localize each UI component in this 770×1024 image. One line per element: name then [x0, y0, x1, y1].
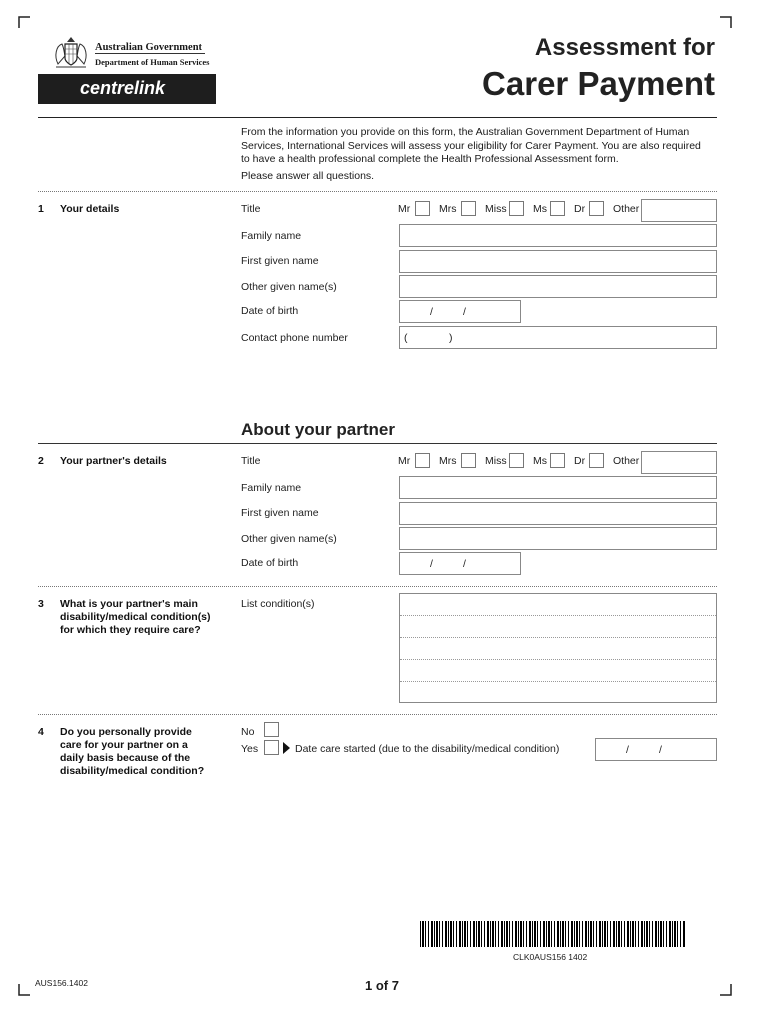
section-divider [38, 586, 717, 587]
partner-family-name-input[interactable] [399, 476, 717, 499]
section-heading-rule [38, 443, 717, 444]
header-rule [38, 117, 717, 118]
other-given-names-input[interactable] [399, 275, 717, 298]
brand-banner [38, 74, 216, 104]
crop-mark-bottom-right [720, 984, 732, 996]
phone-paren-close: ) [449, 332, 453, 344]
date-care-started-label: Date care started (due to the disability/medical condition) [295, 743, 560, 755]
partner-title-option-dr: Dr [574, 455, 586, 467]
title-option-mr: Mr [398, 203, 411, 215]
form-title-line1: Assessment for [534, 34, 715, 61]
family-name-label: Family name [241, 230, 302, 242]
partner-title-checkbox-ms[interactable] [550, 453, 565, 468]
intro-text [241, 126, 701, 183]
date-of-birth-input[interactable] [399, 300, 521, 323]
date-care-started-input[interactable] [595, 738, 717, 761]
partner-title-checkbox-miss[interactable] [509, 453, 524, 468]
form-code: AUS156.1402 [35, 978, 88, 988]
partner-title-checkbox-mr[interactable] [415, 453, 430, 468]
title-checkbox-ms[interactable] [550, 201, 565, 216]
conditions-input[interactable] [399, 593, 717, 703]
question-line: for which they require care? [60, 624, 201, 636]
coat-of-arms-icon [50, 36, 92, 70]
title-option-miss: Miss [485, 203, 507, 215]
question-line: disability/medical condition? [60, 765, 205, 777]
date-separator: / [626, 744, 629, 756]
question-line: What is your partner's main [60, 598, 198, 610]
partner-first-given-name-label: First given name [241, 507, 319, 519]
question-number: 3 [38, 598, 44, 610]
intro-line: to have a health professional complete the Health Professional Assessment form. [241, 153, 619, 165]
title-option-mrs: Mrs [439, 203, 457, 215]
family-name-input[interactable] [399, 224, 717, 247]
question-line: care for your partner on a [60, 739, 188, 751]
partner-family-name-label: Family name [241, 482, 302, 494]
phone-paren-open: ( [404, 332, 408, 344]
question-line: daily basis because of the [60, 752, 191, 764]
title-checkbox-mrs[interactable] [461, 201, 476, 216]
question-text: Your partner's details [60, 455, 167, 467]
conditions-line [400, 681, 716, 682]
question-text: Your details [60, 203, 120, 215]
header-divider [95, 53, 205, 54]
question-number: 1 [38, 203, 44, 215]
title-option-dr: Dr [574, 203, 586, 215]
intro-line: Services, International Services will assess your eligibility for Carer Payment. You are also required [241, 139, 701, 152]
title-option-ms: Ms [533, 203, 547, 215]
first-given-name-label: First given name [241, 255, 319, 267]
list-conditions-label: List condition(s) [241, 598, 315, 610]
question-text [60, 598, 211, 637]
partner-other-given-names-input[interactable] [399, 527, 717, 550]
partner-title-option-miss: Miss [485, 455, 507, 467]
contact-phone-input[interactable] [399, 326, 717, 349]
date-separator: / [659, 744, 662, 756]
date-separator: / [463, 306, 466, 318]
section-divider [38, 714, 717, 715]
section-heading: About your partner [241, 420, 395, 439]
partner-title-label: Title [241, 455, 261, 467]
barcode-bars [420, 921, 686, 947]
department-name: Department of Human Services [95, 57, 210, 67]
yes-checkbox[interactable] [264, 740, 279, 755]
first-given-name-input[interactable] [399, 250, 717, 273]
date-separator: / [430, 558, 433, 570]
partner-first-given-name-input[interactable] [399, 502, 717, 525]
date-separator: / [463, 558, 466, 570]
yes-label: Yes [241, 743, 259, 755]
other-given-names-label: Other given name(s) [241, 281, 337, 293]
partner-title-checkbox-dr[interactable] [589, 453, 604, 468]
arrow-right-icon [282, 742, 291, 754]
intro-line: Please answer all questions. [241, 169, 375, 182]
conditions-line [400, 637, 716, 638]
question-line: Do you personally provide [60, 726, 192, 738]
date-separator: / [430, 306, 433, 318]
no-checkbox[interactable] [264, 722, 279, 737]
crop-mark-top-left [18, 16, 30, 28]
title-label: Title [241, 203, 261, 215]
form-title-line2: Carer Payment [482, 65, 715, 102]
section-divider [38, 191, 717, 192]
partner-title-option-other: Other [613, 455, 640, 467]
question-number: 2 [38, 455, 44, 467]
question-number: 4 [38, 726, 44, 738]
no-label: No [241, 726, 255, 738]
partner-date-of-birth-label: Date of birth [241, 557, 299, 569]
partner-title-option-ms: Ms [533, 455, 547, 467]
intro-line: From the information you provide on this form, the Australian Government Department of Human [241, 126, 690, 138]
partner-title-other-input[interactable] [641, 451, 717, 474]
title-option-other: Other [613, 203, 640, 215]
conditions-line [400, 659, 716, 660]
contact-phone-label: Contact phone number [241, 332, 348, 344]
question-line: disability/medical condition(s) [60, 611, 211, 623]
partner-other-given-names-label: Other given name(s) [241, 533, 337, 545]
title-checkbox-miss[interactable] [509, 201, 524, 216]
partner-date-of-birth-input[interactable] [399, 552, 521, 575]
partner-title-option-mr: Mr [398, 455, 411, 467]
crop-mark-bottom-left [18, 984, 30, 996]
title-checkbox-mr[interactable] [415, 201, 430, 216]
brand-name: centrelink [80, 78, 166, 98]
government-name: Australian Government [95, 42, 203, 53]
crop-mark-top-right [720, 16, 732, 28]
conditions-line [400, 615, 716, 616]
question-text [60, 726, 204, 778]
date-of-birth-label: Date of birth [241, 305, 299, 317]
title-other-input[interactable] [641, 199, 717, 222]
page-number: 1 of 7 [365, 978, 399, 993]
partner-title-checkbox-mrs[interactable] [461, 453, 476, 468]
title-checkbox-dr[interactable] [589, 201, 604, 216]
partner-title-option-mrs: Mrs [439, 455, 457, 467]
barcode-text: CLK0AUS156 1402 [513, 952, 588, 962]
